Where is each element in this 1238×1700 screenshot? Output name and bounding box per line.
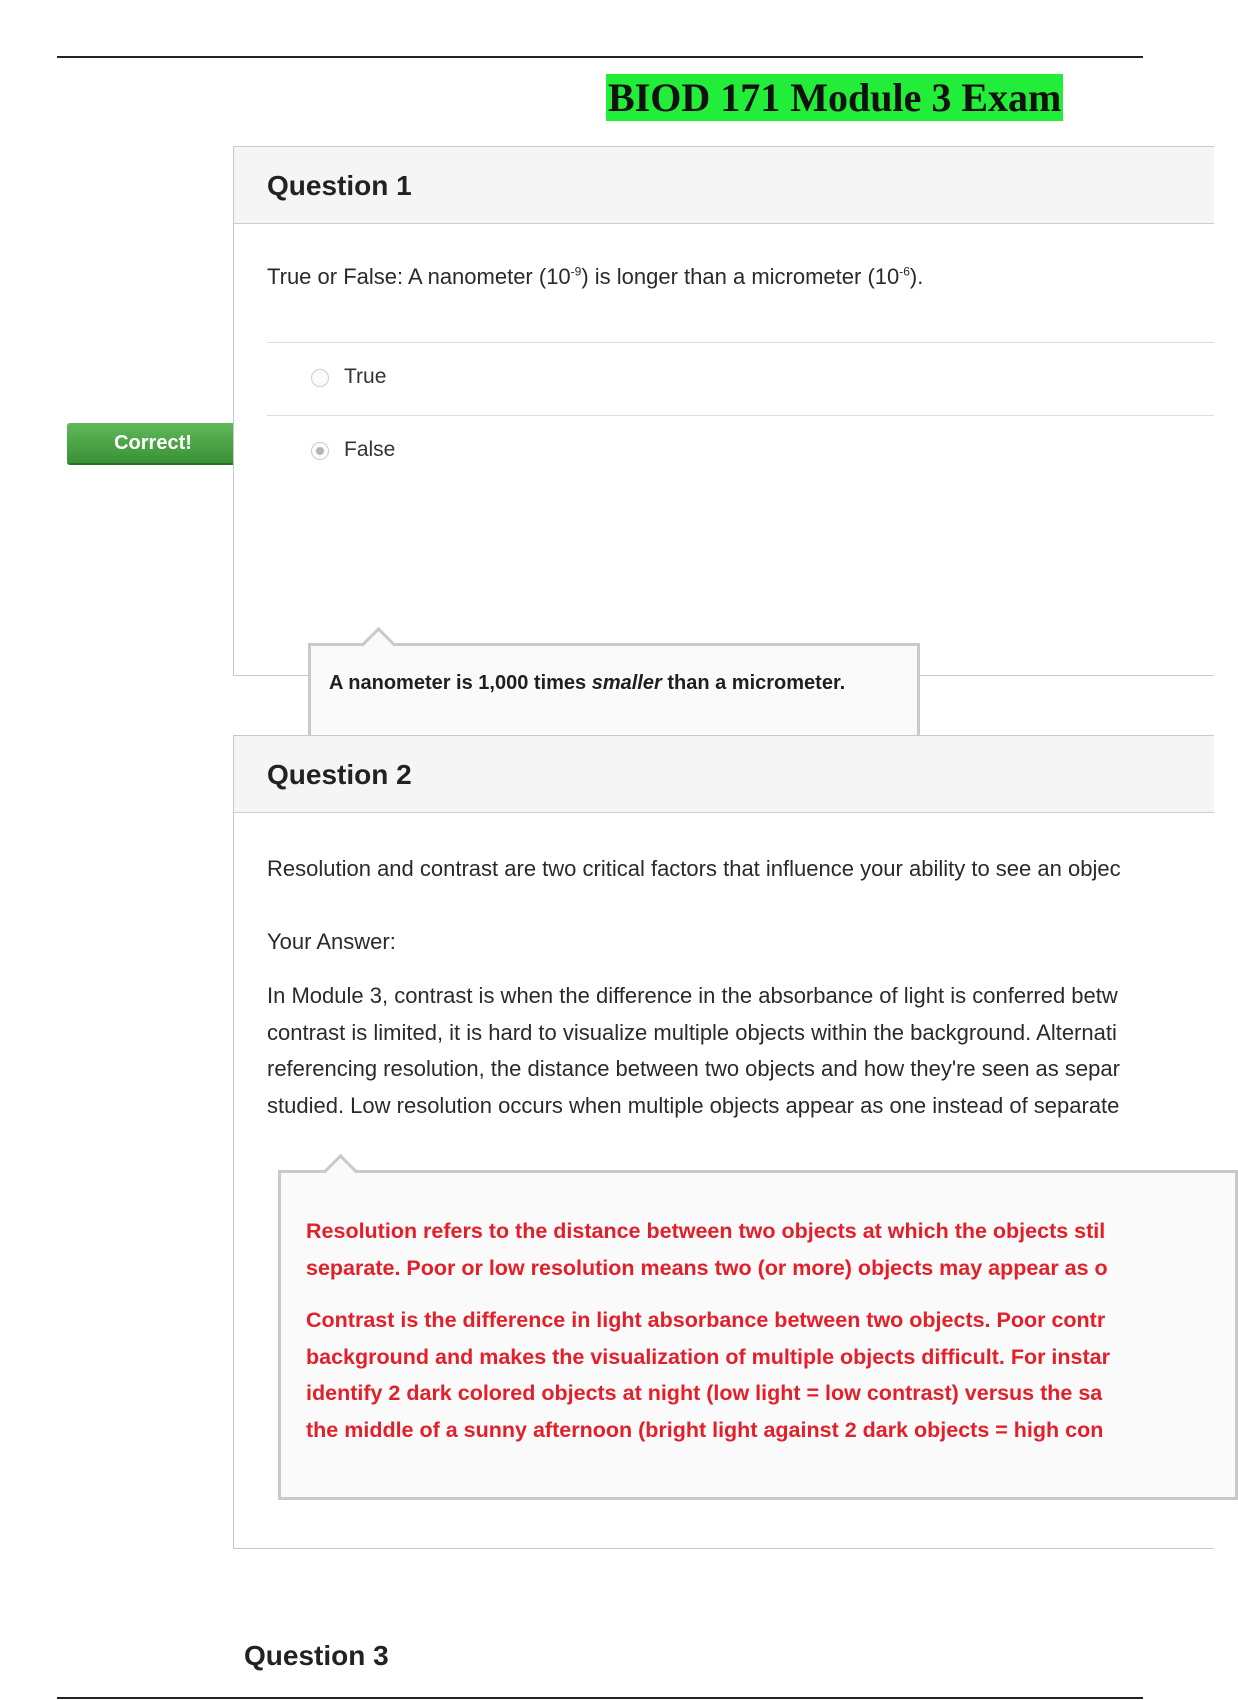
feedback-part: than a micrometer. bbox=[661, 672, 846, 694]
feedback-line: the middle of a sunny afternoon (bright light against 2 dark objects = high con bbox=[306, 1417, 1104, 1442]
your-answer-label: Your Answer: bbox=[267, 929, 396, 954]
answer-line: studied. Low resolution occurs when multiple objects appear as one instead of separate bbox=[267, 1092, 1120, 1118]
feedback-pointer bbox=[361, 627, 396, 662]
question-1-prompt bbox=[267, 264, 923, 290]
question-2-prompt: Resolution and contrast are two critical factors that influence your ability to see an objec bbox=[267, 856, 1121, 881]
question-1-feedback-text bbox=[329, 672, 845, 695]
prompt-exponent-micro: -6 bbox=[899, 264, 910, 279]
answer-option-false[interactable] bbox=[267, 416, 1214, 488]
feedback-line: separate. Poor or low resolution means two (or more) objects may appear as o bbox=[306, 1255, 1108, 1280]
question-2-feedback bbox=[278, 1170, 1238, 1500]
question-3-header: Question 3 bbox=[244, 1640, 389, 1671]
question-2-card bbox=[233, 735, 1214, 1549]
correct-badge bbox=[67, 423, 257, 463]
feedback-line: Contrast is the difference in light absorbance between two objects. Poor contr bbox=[306, 1308, 1106, 1332]
answer-line: In Module 3, contrast is when the difference in the absorbance of light is conferred betw bbox=[267, 983, 1118, 1008]
prompt-part: ) is longer than a micrometer (10 bbox=[581, 264, 900, 289]
feedback-pointer bbox=[323, 1154, 358, 1189]
feedback-line: background and makes the visualization of multiple objects difficult. For instar bbox=[306, 1344, 1110, 1369]
radio-true[interactable] bbox=[311, 369, 329, 387]
question-2-student-answer bbox=[267, 978, 1120, 1124]
answer-line: contrast is limited, it is hard to visualize multiple objects within the background. Alternati bbox=[267, 1019, 1117, 1045]
feedback-emphasis: smaller bbox=[591, 672, 662, 694]
feedback-line: identify 2 dark colored objects at night (low light = low contrast) versus the sa bbox=[306, 1381, 1103, 1405]
feedback-resolution-paragraph bbox=[306, 1213, 1108, 1286]
prompt-part: ). bbox=[909, 264, 924, 289]
feedback-part: A nanometer is 1,000 times bbox=[329, 672, 592, 694]
answer-line: referencing resolution, the distance between two objects and how they're seen as separ bbox=[267, 1056, 1120, 1081]
feedback-contrast-paragraph bbox=[306, 1302, 1110, 1448]
bottom-rule bbox=[57, 1697, 1143, 1699]
answer-option-true[interactable] bbox=[267, 343, 1214, 415]
top-rule bbox=[57, 56, 1143, 58]
correct-badge-label: Correct! bbox=[67, 423, 239, 463]
question-1-header: Question 1 bbox=[234, 147, 1214, 224]
question-1-card bbox=[233, 146, 1214, 694]
question-2-header: Question 2 bbox=[234, 736, 1214, 813]
answer-label-false: False bbox=[344, 438, 396, 461]
document-title: BIOD 171 Module 3 Exam bbox=[608, 75, 1062, 120]
answer-label-true: True bbox=[344, 365, 387, 388]
radio-false-selected[interactable] bbox=[311, 442, 329, 460]
prompt-exponent-nano: -9 bbox=[570, 264, 582, 279]
feedback-line: Resolution refers to the distance between two objects at which the objects stil bbox=[306, 1219, 1106, 1243]
prompt-part: True or False: A nanometer (10 bbox=[267, 264, 571, 289]
